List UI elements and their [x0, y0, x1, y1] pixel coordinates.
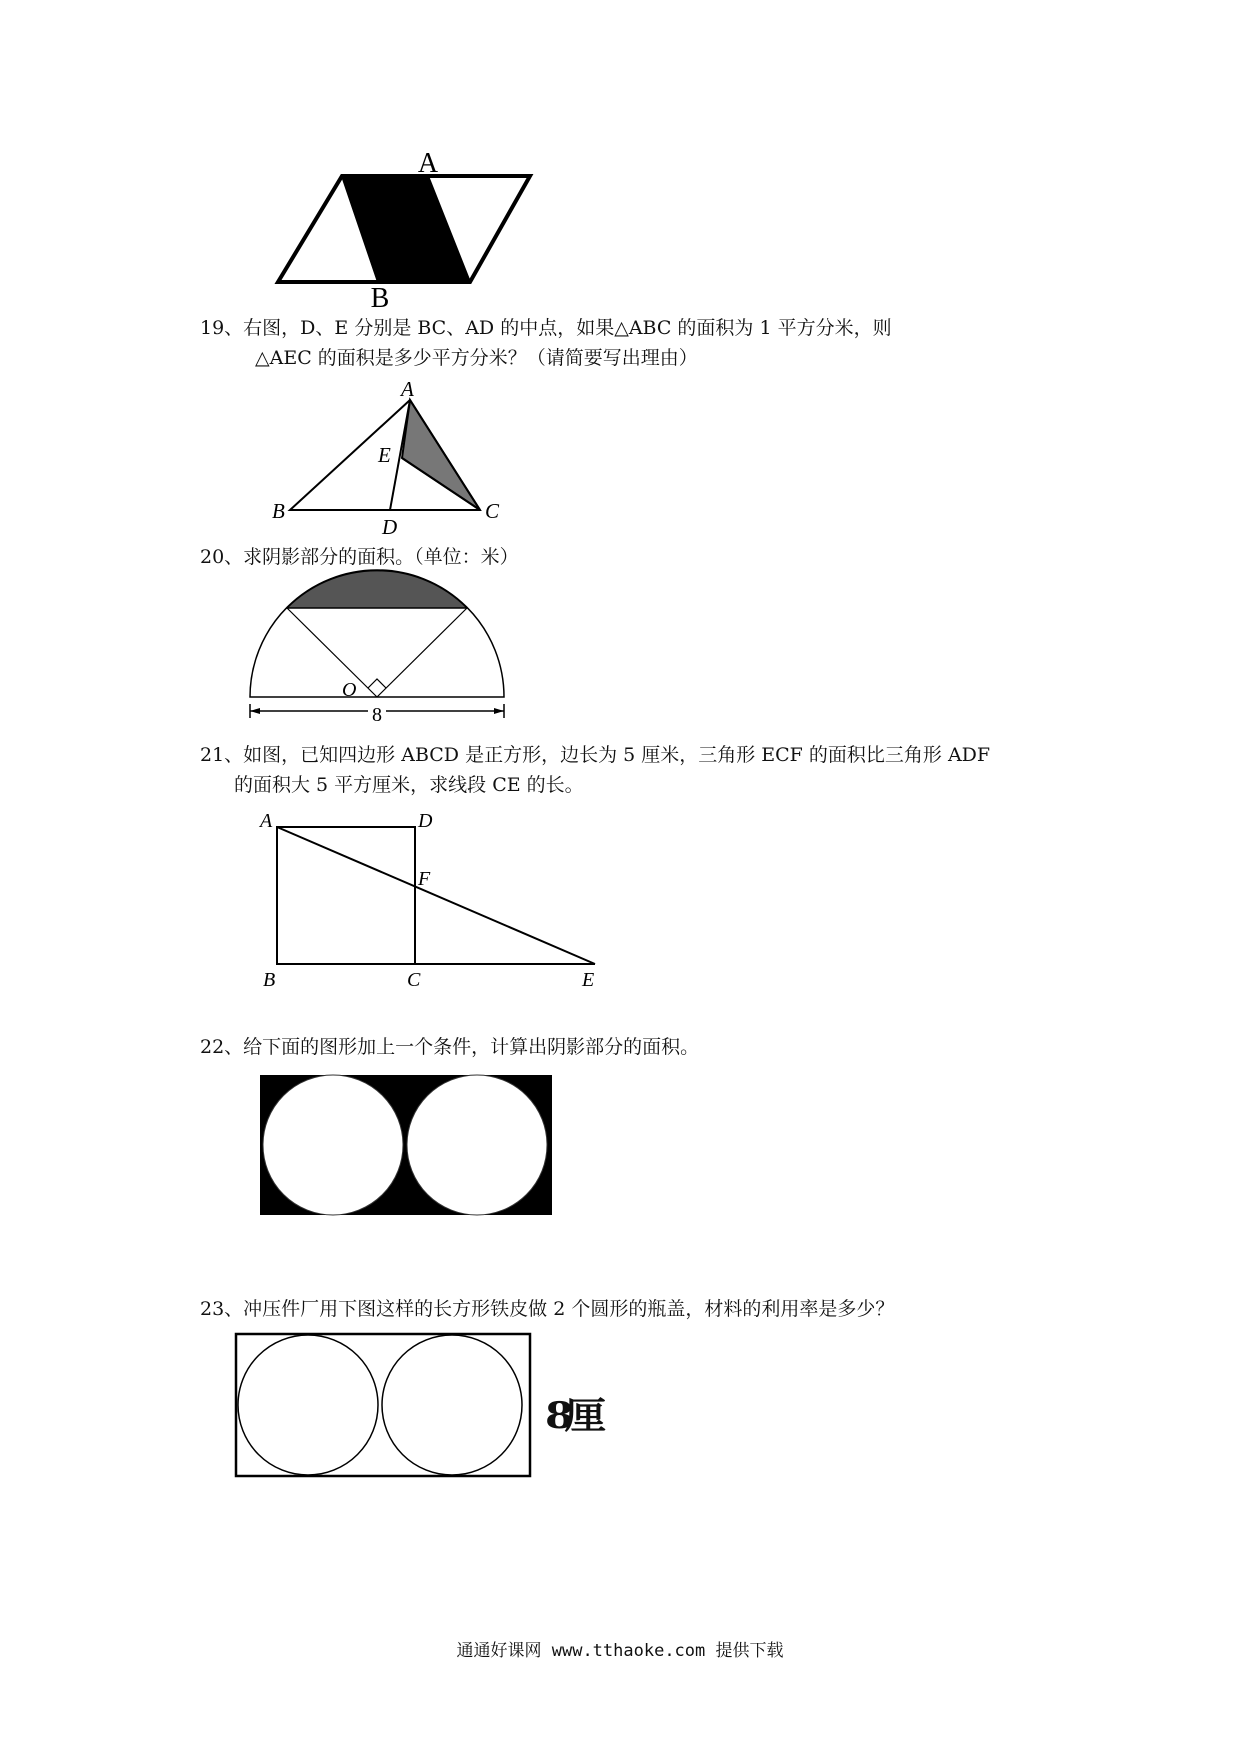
label-e: E — [378, 443, 391, 467]
semicircle-figure — [240, 575, 520, 725]
page-footer: 通通好课网 www.tthaoke.com 提供下载 — [456, 1641, 784, 1661]
label-d: D — [418, 810, 433, 832]
label-a: A — [401, 377, 414, 401]
square-triangle-figure — [255, 805, 605, 990]
question-19-line-2: △AEC 的面积是多少平方分米？（请简要写出理由） — [255, 347, 698, 369]
dimension-label: 8厘 — [545, 1395, 597, 1437]
label-b: B — [370, 283, 390, 314]
two-circles-shaded-figure — [258, 1073, 554, 1218]
question-20-line-1: 20、求阴影部分的面积。（单位：米） — [200, 546, 519, 568]
two-circles-sheet-figure — [234, 1332, 534, 1480]
label-c: C — [485, 499, 500, 523]
question-21-line-2: 的面积大 5 平方厘米，求线段 CE 的长。 — [234, 774, 584, 796]
label-d: D — [382, 515, 398, 539]
label-diameter: 8 — [372, 704, 382, 726]
question-23-line-1: 23、冲压件厂用下图这样的长方形铁皮做 2 个圆形的瓶盖，材料的利用率是多少？ — [200, 1298, 895, 1320]
label-a: A — [417, 148, 439, 179]
label-c: C — [407, 969, 421, 991]
label-b: B — [272, 499, 285, 523]
label-b: B — [263, 969, 276, 991]
shaded-segment — [287, 571, 467, 608]
question-19-line-1: 19、右图，D、E 分别是 BC、AD 的中点，如果△ABC 的面积为 1 平方分米，则 — [200, 317, 892, 339]
question-22-line-1: 22、给下面的图形加上一个条件，计算出阴影部分的面积。 — [200, 1036, 700, 1058]
shaded-triangle-aec — [402, 400, 480, 510]
label-o: O — [342, 679, 357, 701]
label-f: F — [418, 868, 431, 890]
question-21-line-1: 21、如图，已知四边形 ABCD 是正方形，边长为 5 厘米，三角形 ECF 的面积比三角形 ADF — [200, 744, 991, 766]
label-a: A — [260, 810, 273, 832]
parallelogram-figure — [270, 148, 550, 314]
label-e: E — [582, 969, 595, 991]
triangle-abc-figure — [265, 377, 515, 540]
